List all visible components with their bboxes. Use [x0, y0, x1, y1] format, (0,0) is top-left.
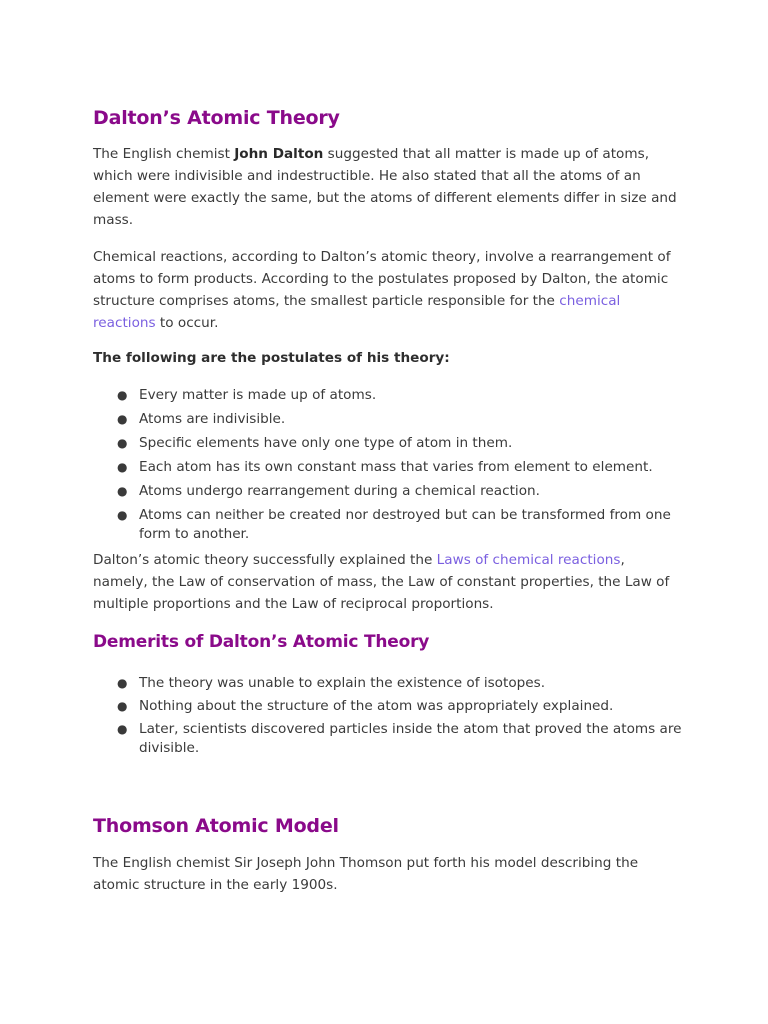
text-run: The English chemist — [93, 146, 235, 162]
bullet-icon: ● — [117, 460, 128, 474]
list-item — [93, 434, 683, 453]
list-item-text: Atoms are indivisible. — [139, 411, 286, 427]
demerits-list — [93, 674, 683, 762]
list-item-text: Every matter is made up of atoms. — [139, 387, 377, 403]
list-item-text: Each atom has its own constant mass that varies from element to element. — [139, 459, 653, 475]
bullet-icon: ● — [117, 388, 128, 402]
bullet-icon: ● — [117, 484, 128, 498]
postulates-heading: The following are the postulates of his theory: — [93, 350, 450, 366]
text-run: suggested that all matter is made up of atoms, which were indivisible and indestructible. He also stated that all the atoms of an element were exactly the same, but the atoms of different elements differ in size and mass. — [93, 146, 677, 228]
thomson-model-heading: Thomson Atomic Model — [93, 815, 339, 837]
chemical-reactions-link[interactable]: chemical reactions — [93, 293, 621, 331]
list-item — [93, 386, 683, 405]
laws-paragraph — [93, 549, 683, 615]
dalton-intro-paragraph — [93, 143, 683, 231]
list-item — [93, 674, 683, 693]
chemical-reactions-paragraph — [93, 246, 683, 334]
dalton-theory-heading: Dalton’s Atomic Theory — [93, 107, 340, 129]
john-dalton-bold: John Dalton — [234, 146, 324, 162]
laws-of-chemical-reactions-link[interactable]: Laws of chemical reactions — [436, 552, 621, 568]
list-item — [93, 410, 683, 429]
list-item-text: Atoms undergo rearrangement during a chemical reaction. — [139, 483, 540, 499]
bullet-icon: ● — [117, 722, 128, 736]
list-item — [93, 458, 683, 477]
bullet-icon: ● — [117, 676, 128, 690]
bullet-icon: ● — [117, 412, 128, 426]
postulates-list — [93, 386, 683, 549]
list-item — [93, 720, 683, 758]
list-item — [93, 482, 683, 501]
list-item-text: Later, scientists discovered particles inside the atom that proved the atoms are divisible. — [139, 721, 682, 756]
list-item-text: Specific elements have only one type of atom in them. — [139, 435, 513, 451]
text-run: Dalton’s atomic theory successfully explained the — [93, 552, 437, 568]
thomson-intro-paragraph: The English chemist Sir Joseph John Thomson put forth his model describing the atomic structure in the early 1900s. — [93, 855, 639, 893]
list-item-text: Nothing about the structure of the atom was appropriately explained. — [139, 698, 614, 714]
text-run: Chemical reactions, according to Dalton’s atomic theory, involve a rearrangement of atoms to form products. According to the postulates proposed by Dalton, the atomic structure comprises atoms, the smallest particle responsible for the — [93, 249, 671, 309]
bullet-icon: ● — [117, 436, 128, 450]
text-run: to occur. — [155, 315, 219, 331]
list-item — [93, 506, 683, 544]
bullet-icon: ● — [117, 508, 128, 522]
demerits-heading: Demerits of Dalton’s Atomic Theory — [93, 632, 430, 652]
bullet-icon: ● — [117, 699, 128, 713]
list-item-text: Atoms can neither be created nor destroyed but can be transformed from one form to another. — [139, 507, 671, 542]
list-item — [93, 697, 683, 716]
list-item-text: The theory was unable to explain the existence of isotopes. — [139, 675, 546, 691]
text-run: , namely, the Law of conservation of mass, the Law of constant properties, the Law of multiple proportions and the Law of reciprocal proportions. — [93, 552, 670, 612]
